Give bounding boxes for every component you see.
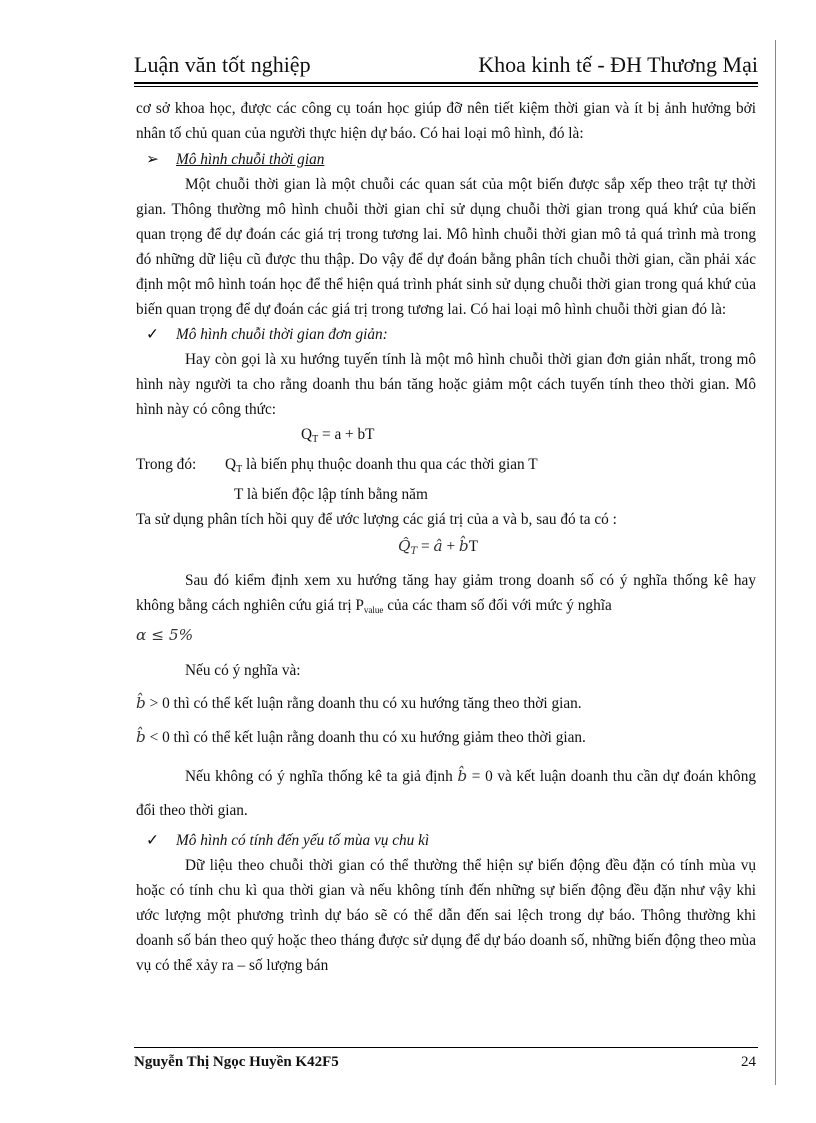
header-faculty: Khoa kinh tế - ĐH Thương Mại	[478, 52, 758, 77]
page-number: 24	[741, 1054, 756, 1070]
paragraph-seasonal: Dữ liệu theo chuỗi thời gian có thể thường thể hiện sự biến động đều đặn có tính mùa vụ hoặc có tính chu kì qua thời gian và nếu không tính đến những sự biến động đều đặn như vậy khi ước lượng một phương trình dự báo sẽ có thể dẫn đến sai lệch trong dự báo. Thông thường khi doanh số bán theo quý hoặc theo tháng được sử dụng để dự báo doanh số, những biến động theo mùa vụ có thể xảy ra – số lượng bán	[136, 857, 756, 974]
bullet-simple-model	[136, 322, 756, 347]
check-bullet-icon: ✓	[146, 832, 159, 849]
condition-decrease: b̂ < 0 thì có thể kết luận rằng doanh thu có xu hướng giảm theo thời gian.	[136, 728, 586, 746]
paragraph-regression: Ta sử dụng phân tích hồi quy để ước lượng các giá trị của a và b, sau đó ta có :	[136, 511, 617, 528]
page-header	[134, 46, 758, 80]
paragraph-intro: cơ sở khoa học, được các công cụ toán học giúp đỡ nên tiết kiệm thời gian và ít bị ảnh hưởng bởi nhân tố chủ quan của người thực hiện dự báo. Có hai loại mô hình, đó là:	[136, 100, 756, 142]
definition-t: T là biến độc lập tính bằng năm	[234, 486, 428, 503]
condition-increase: b̂ > 0 thì có thể kết luận rằng doanh thu có xu hướng tăng theo thời gian.	[136, 694, 582, 712]
bullet-time-series	[136, 147, 756, 172]
definition-qt: Trong đó: $Q_T$ là biến phụ thuộc doanh thu qua các thời gian T	[136, 456, 538, 475]
page-body	[136, 96, 756, 978]
header-rule-thin	[134, 86, 758, 87]
check-bullet-icon: ✓	[146, 326, 159, 343]
paragraph-significance: Sau đó kiểm định xem xu hướng tăng hay giảm trong doanh số có ý nghĩa thống kê hay không bằng cách nghiên cứu giá trị Pvalue của các tham số đối với mức ý nghĩa α ≤ 5%	[136, 572, 756, 644]
page-border-right	[775, 40, 776, 1085]
paragraph-linear-trend: Hay còn gọi là xu hướng tuyến tính là một mô hình chuỗi thời gian đơn giản nhất, trong mô hình này người ta cho rằng doanh thu bán tăng hoặc giảm một cách tuyến tính theo thời gian. Mô hình này có công thức:	[136, 351, 756, 418]
paragraph-not-significant: Nếu không có ý nghĩa thống kê ta giả định b̂ = 0 và kết luận doanh thu cần dự đoán không đổi theo thời gian.	[136, 767, 756, 819]
footer-rule	[134, 1047, 758, 1048]
header-thesis-title: Luận văn tốt nghiệp	[134, 52, 311, 77]
bullet-seasonal-model-label: Mô hình có tính đến yếu tố mùa vụ chu kì	[176, 832, 430, 849]
paragraph-time-series: Một chuỗi thời gian là một chuỗi các quan sát của một biến được sắp xếp theo trật tự thời gian. Thông thường mô hình chuỗi thời gian chỉ sử dụng chuỗi thời gian trong quá khứ của biến quan trọng để dự đoán các giá trị trong tương lai. Mô hình chuỗi thời gian mô tả quá trình mà trong đó những dữ liệu cũ được thu thập. Do vậy để dự đoán bằng phân tích chuỗi thời gian, cần phải xác định một mô hình toán học để thể hiện quá trình phát sinh sử dụng chuỗi thời gian trong quá khứ của biến quan trọng để dự đoán các giá trị trong tương lai. Có hai loại mô hình chuỗi thời gian đó là:	[136, 176, 756, 318]
formula-linear: $Q_T = a$ + bT	[301, 426, 375, 445]
formula-estimated: $Q̂_T$ = â + b̂T	[398, 537, 479, 557]
header-rule	[134, 82, 758, 84]
paragraph-if-significant: Nếu có ý nghĩa và:	[185, 662, 301, 679]
footer-author: Nguyễn Thị Ngọc Huyền K42F5	[134, 1054, 339, 1070]
bullet-simple-model-label: Mô hình chuỗi thời gian đơn giản:	[176, 326, 388, 343]
arrow-bullet-icon: ➢	[146, 151, 159, 168]
bullet-seasonal-model	[136, 828, 756, 853]
bullet-time-series-label: Mô hình chuỗi thời gian	[176, 151, 325, 168]
